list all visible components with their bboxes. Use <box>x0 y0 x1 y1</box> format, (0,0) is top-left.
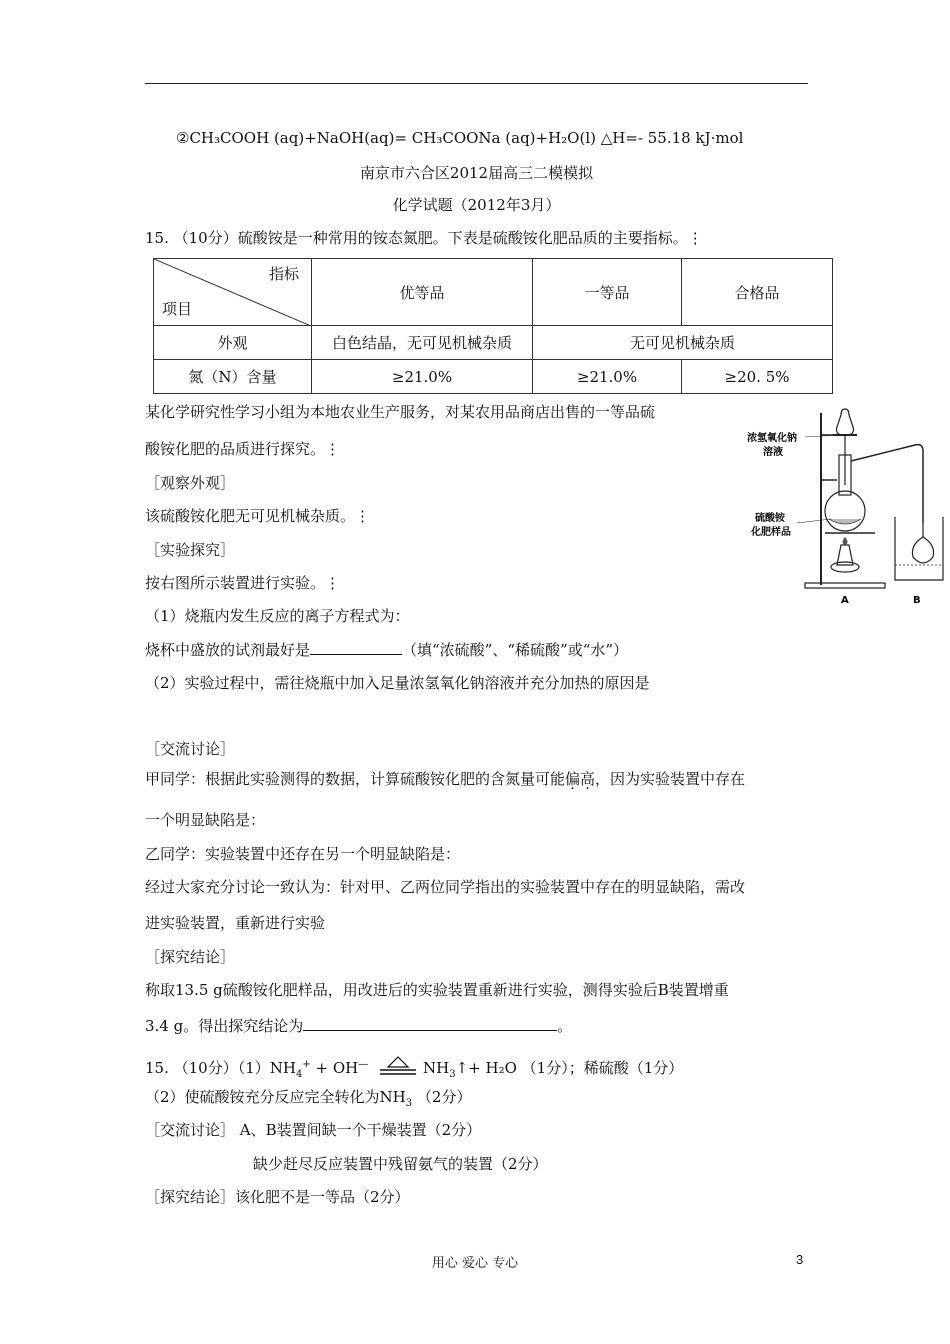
answer-blank-conclusion[interactable] <box>303 1016 557 1031</box>
answer-1-ammonium-sub: 4 <box>295 1069 303 1080</box>
answer-1-hydroxide: + OH <box>310 1059 359 1077</box>
question-1-reagent-suffix: （填“浓硫酸”、“稀硫酸”或“水”） <box>402 641 629 659</box>
student-jia-text: 甲同学：根据此实验测得的数据，计算硫酸铵化肥的含氮量可能 <box>145 770 566 788</box>
consensus-line1: 经过大家充分讨论一致认为：针对甲、乙两位同学指出的实验装置中存在的明显缺陷，需改 <box>145 878 746 896</box>
section-observe-heading: ［观察外观］ <box>145 474 236 492</box>
label-sample-leader <box>797 519 831 523</box>
header-rule <box>145 83 808 84</box>
paragraph-study-intro-2: 酸铵化肥的品质进行探究。⋮ <box>145 440 341 458</box>
section-experiment-heading: ［实验探究］ <box>145 541 236 559</box>
answer-1-ammonia: NH <box>423 1059 450 1077</box>
header-first-grade: 一等品 <box>533 259 682 326</box>
row-appearance-others: 无可见机械杂质 <box>533 326 833 360</box>
delivery-tube <box>851 445 923 523</box>
student-jia-line2: 一个明显缺陷是： <box>145 811 266 829</box>
section-experiment-text: 按右图所示装置进行实验。⋮ <box>145 574 341 592</box>
answer-line-5: ［探究结论］该化肥不是一等品（2分） <box>145 1188 410 1206</box>
question-2: （2）实验过程中，需往烧瓶中加入足量浓氢氧化钠溶液并充分加热的原因是 <box>145 674 650 692</box>
page-number: 3 <box>796 1252 804 1267</box>
answer-2-sub: 3 <box>405 1098 413 1109</box>
answer-blank-reagent[interactable] <box>310 640 402 655</box>
answer-1-rest: ↑+ H₂O （1分）；稀硫酸（1分） <box>455 1059 684 1077</box>
conclusion-line2-end: 。 <box>557 1017 573 1035</box>
row-appearance-label: 外观 <box>154 326 312 360</box>
student-jia-statement <box>145 768 745 789</box>
heat-equals-sign <box>377 1055 419 1077</box>
flask-bulb <box>825 491 865 531</box>
answer-1-text: 15. （10分）（1）NH <box>145 1059 296 1077</box>
flask-sample <box>829 519 861 524</box>
row-nitrogen-qualified: ≥20. 5% <box>682 360 833 394</box>
table-corner-cell <box>154 259 312 326</box>
label-sample: 硫酸铵 <box>755 513 785 524</box>
question-1: （1）烧瓶内发生反应的离子方程式为： <box>145 607 410 625</box>
section-conclusion-heading: ［探究结论］ <box>145 948 236 966</box>
row-nitrogen-label: 氮（N）含量 <box>154 360 312 394</box>
row-nitrogen-premium: ≥21.0% <box>312 360 533 394</box>
question-1-reagent <box>145 639 628 660</box>
label-naoh: 浓氢氧化钠 <box>747 433 797 444</box>
inverted-funnel <box>912 523 933 563</box>
stand-base <box>805 583 885 588</box>
conclusion-line2-text: 3.4 g。得出探究结论为 <box>145 1017 304 1035</box>
header-premium: 优等品 <box>312 259 533 326</box>
funnel-body <box>837 409 854 435</box>
apparatus-diagram <box>745 405 945 610</box>
label-naoh-2: 溶液 <box>763 447 783 458</box>
exam-title: 南京市六合区2012届高三二模模拟 <box>359 164 594 182</box>
lamp-flame <box>843 537 848 545</box>
question-15-intro: 15. （10分）硫酸铵是一种常用的铵态氮肥。下表是硫酸铵化肥品质的主要指标。⋮ <box>145 229 703 247</box>
exam-subtitle: 化学试题（2012年3月） <box>392 196 561 214</box>
row-appearance-premium: 白色结晶，无可见机械杂质 <box>312 326 533 360</box>
paragraph-study-intro-1: 某化学研究性学习小组为本地农业生产服务，对某农用品商店出售的一等品硫 <box>145 403 656 421</box>
answer-2-score: （2分） <box>412 1088 472 1106</box>
section-discussion-heading: ［交流讨论］ <box>145 740 236 758</box>
page-footer: 用心 爱心 专心 <box>431 1256 519 1271</box>
section-observe-text: 该硫酸铵化肥无可见机械杂质。⋮ <box>145 507 371 525</box>
answer-line-2 <box>145 1086 471 1109</box>
corner-label-item: 项目 <box>162 300 193 318</box>
answer-line-4: 缺少赶尽反应装置中残留氨气的装置（2分） <box>253 1155 548 1173</box>
label-apparatus-a: A <box>841 595 849 606</box>
corner-label-index: 指标 <box>268 265 299 283</box>
lamp-base <box>831 562 859 572</box>
answer-line-3: ［交流讨论］ A、B装置间缺一个干燥装置（2分） <box>145 1121 482 1139</box>
beaker <box>895 517 943 580</box>
answer-1-charge-plus: + <box>302 1059 311 1070</box>
row-nitrogen-first: ≥21.0% <box>533 360 682 394</box>
quality-spec-table <box>153 258 833 394</box>
conclusion-line1: 称取13.5 g硫酸铵化肥样品，用改进后的实验装置重新进行实验，测得实验后B装置增重 <box>145 981 729 999</box>
answer-1-charge-minus: — <box>358 1059 369 1070</box>
emphasis-char-pian: 偏 <box>565 770 581 788</box>
header-qualified: 合格品 <box>682 259 833 326</box>
student-yi-statement: 乙同学：实验装置中还存在另一个明显缺陷是： <box>145 845 461 863</box>
answer-2-text: （2）使硫酸铵充分反应完全转化为NH <box>145 1088 406 1106</box>
consensus-line2: 进实验装置，重新进行实验 <box>145 914 326 932</box>
label-apparatus-b: B <box>913 595 921 606</box>
header-equation: ②CH₃COOH (aq)+NaOH(aq)= CH₃COONa (aq)+H₂O(l) △H=- 55.18 kJ·mol <box>176 129 744 147</box>
answer-1-ammonia-sub: 3 <box>449 1069 456 1080</box>
conclusion-line2 <box>145 1015 572 1036</box>
emphasis-char-gao: 高 <box>580 770 596 788</box>
student-jia-text-end: ，因为实验装置中存在 <box>595 770 746 788</box>
label-sample-2: 化肥样品 <box>751 527 791 538</box>
question-1-reagent-prefix: 烧杯中盛放的试剂最好是 <box>145 641 311 659</box>
answer-line-1 <box>145 1055 683 1080</box>
